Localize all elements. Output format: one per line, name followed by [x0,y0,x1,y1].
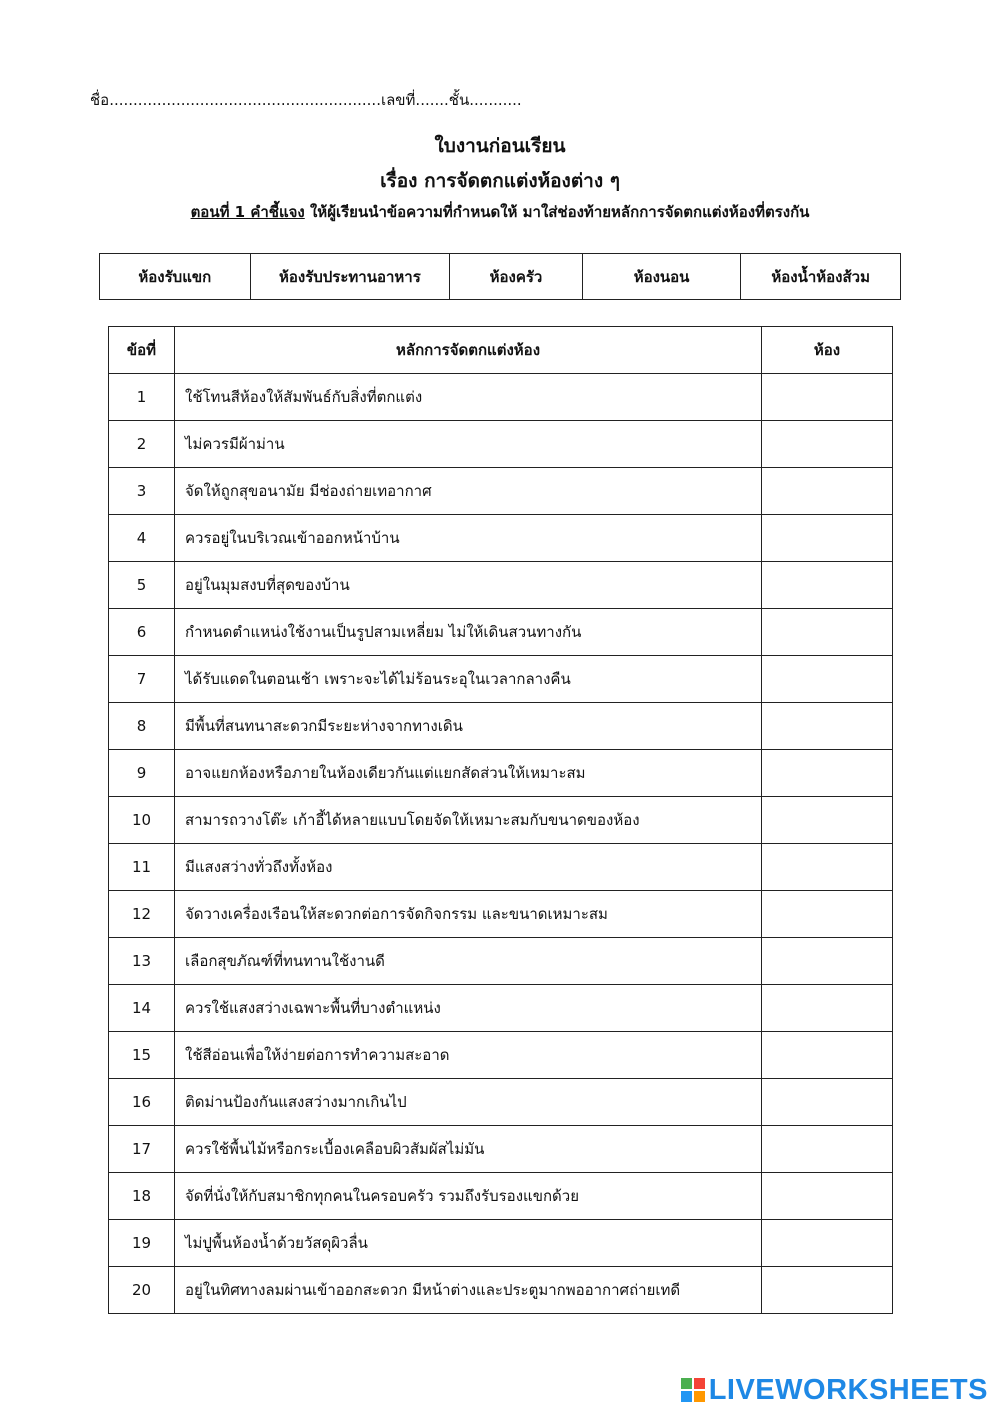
instruction-lead: ตอนที่ 1 คำชี้แจง [190,203,305,221]
row-room-answer[interactable] [762,609,893,656]
row-principle: อยู่ในทิศทางลมผ่านเข้าออกสะดวก มีหน้าต่างและประตูมากพออากาศถ่ายเทดี [175,1267,762,1314]
row-room-answer[interactable] [762,562,893,609]
worksheet-subtitle: เรื่อง การจัดตกแต่งห้องต่าง ๆ [380,170,620,192]
room-option[interactable]: ห้องครัว [450,254,583,300]
row-number: 6 [109,609,175,656]
row-principle: มีพื้นที่สนทนาสะดวกมีระยะห่างจากทางเดิน [175,703,762,750]
room-option[interactable]: ห้องรับแขก [100,254,251,300]
row-room-answer[interactable] [762,515,893,562]
room-options-table [99,253,901,300]
row-room-answer[interactable] [762,797,893,844]
principles-table [108,326,893,1314]
row-principle: อยู่ในมุมสงบที่สุดของบ้าน [175,562,762,609]
row-number: 11 [109,844,175,891]
table-row [109,985,893,1032]
worksheet-title: ใบงานก่อนเรียน [434,135,566,157]
table-row [109,1079,893,1126]
instruction [0,200,1000,224]
row-principle: ได้รับแดดในตอนเช้า เพราะจะได้ไม่ร้อนระอุในเวลากลางคืน [175,656,762,703]
table-row [109,703,893,750]
table-row [109,609,893,656]
row-number: 12 [109,891,175,938]
row-principle: กำหนดตำแหน่งใช้งานเป็นรูปสามเหลี่ยม ไม่ให้เดินสวนทางกัน [175,609,762,656]
row-principle: มีแสงสว่างทั่วถึงทั้งห้อง [175,844,762,891]
table-row [109,1220,893,1267]
row-principle: ไม่ควรมีผ้าม่าน [175,421,762,468]
row-room-answer[interactable] [762,374,893,421]
row-principle: ควรใช้แสงสว่างเฉพาะพื้นที่บางตำแหน่ง [175,985,762,1032]
row-room-answer[interactable] [762,1079,893,1126]
table-header-row [109,327,893,374]
row-principle: ควรใช้พื้นไม้หรือกระเบื้องเคลือบผิวสัมผัสไม่มัน [175,1126,762,1173]
row-number: 4 [109,515,175,562]
row-number: 15 [109,1032,175,1079]
row-number: 1 [109,374,175,421]
table-row [109,515,893,562]
row-room-answer[interactable] [762,891,893,938]
room-option[interactable]: ห้องน้ำห้องส้วม [741,254,901,300]
table-row [109,844,893,891]
row-principle: ไม่ปูพื้นห้องน้ำด้วยวัสดุผิวลื่น [175,1220,762,1267]
room-option[interactable]: ห้องนอน [582,254,741,300]
table-row [109,421,893,468]
table-row [109,1126,893,1173]
row-number: 10 [109,797,175,844]
table-row [109,656,893,703]
header-room: ห้อง [762,327,893,374]
table-row [109,938,893,985]
row-principle: จัดที่นั่งให้กับสมาชิกทุกคนในครอบครัว รวมถึงรับรองแขกด้วย [175,1173,762,1220]
row-number: 5 [109,562,175,609]
row-room-answer[interactable] [762,985,893,1032]
header-number: ข้อที่ [109,327,175,374]
name-line: ชื่อ.........................................................เลขที่.......ชั้น........... [90,91,522,109]
table-row [109,1267,893,1314]
row-principle: ควรอยู่ในบริเวณเข้าออกหน้าบ้าน [175,515,762,562]
row-room-answer[interactable] [762,1220,893,1267]
row-room-answer[interactable] [762,703,893,750]
row-number: 14 [109,985,175,1032]
row-number: 7 [109,656,175,703]
liveworksheets-logo-icon [681,1378,705,1402]
row-principle: ใช้โทนสีห้องให้สัมพันธ์กับสิ่งที่ตกแต่ง [175,374,762,421]
table-row [109,562,893,609]
row-principle: ติดม่านป้องกันแสงสว่างมากเกินไป [175,1079,762,1126]
row-number: 13 [109,938,175,985]
liveworksheets-logo-text: LIVEWORKSHEETS [708,1373,988,1406]
row-room-answer[interactable] [762,421,893,468]
row-room-answer[interactable] [762,1032,893,1079]
table-row [109,750,893,797]
row-principle: สามารถวางโต๊ะ เก้าอี้ได้หลายแบบโดยจัดให้เหมาะสมกับขนาดของห้อง [175,797,762,844]
header-principle: หลักการจัดตกแต่งห้อง [175,327,762,374]
table-row [109,468,893,515]
row-number: 3 [109,468,175,515]
room-option[interactable]: ห้องรับประทานอาหาร [250,254,450,300]
liveworksheets-brand [681,1372,988,1408]
row-room-answer[interactable] [762,1267,893,1314]
row-principle: เลือกสุขภัณฑ์ที่ทนทานใช้งานดี [175,938,762,985]
table-row [109,797,893,844]
row-number: 19 [109,1220,175,1267]
table-row [109,1032,893,1079]
row-number: 18 [109,1173,175,1220]
row-number: 16 [109,1079,175,1126]
row-number: 9 [109,750,175,797]
row-room-answer[interactable] [762,1126,893,1173]
row-room-answer[interactable] [762,844,893,891]
row-room-answer[interactable] [762,938,893,985]
row-room-answer[interactable] [762,750,893,797]
table-row [109,891,893,938]
row-principle: ใช้สีอ่อนเพื่อให้ง่ายต่อการทำความสะอาด [175,1032,762,1079]
row-number: 8 [109,703,175,750]
row-number: 17 [109,1126,175,1173]
row-principle: อาจแยกห้องหรือภายในห้องเดียวกันแต่แยกสัดส่วนให้เหมาะสม [175,750,762,797]
row-number: 20 [109,1267,175,1314]
row-room-answer[interactable] [762,656,893,703]
row-principle: จัดวางเครื่องเรือนให้สะดวกต่อการจัดกิจกรรม และขนาดเหมาะสม [175,891,762,938]
row-room-answer[interactable] [762,1173,893,1220]
row-room-answer[interactable] [762,468,893,515]
row-number: 2 [109,421,175,468]
instruction-text: ให้ผู้เรียนนำข้อความที่กำหนดให้ มาใส่ช่องท้ายหลักการจัดตกแต่งห้องที่ตรงกัน [304,203,810,221]
table-row [109,374,893,421]
table-row [109,1173,893,1220]
row-principle: จัดให้ถูกสุขอนามัย มีช่องถ่ายเทอากาศ [175,468,762,515]
